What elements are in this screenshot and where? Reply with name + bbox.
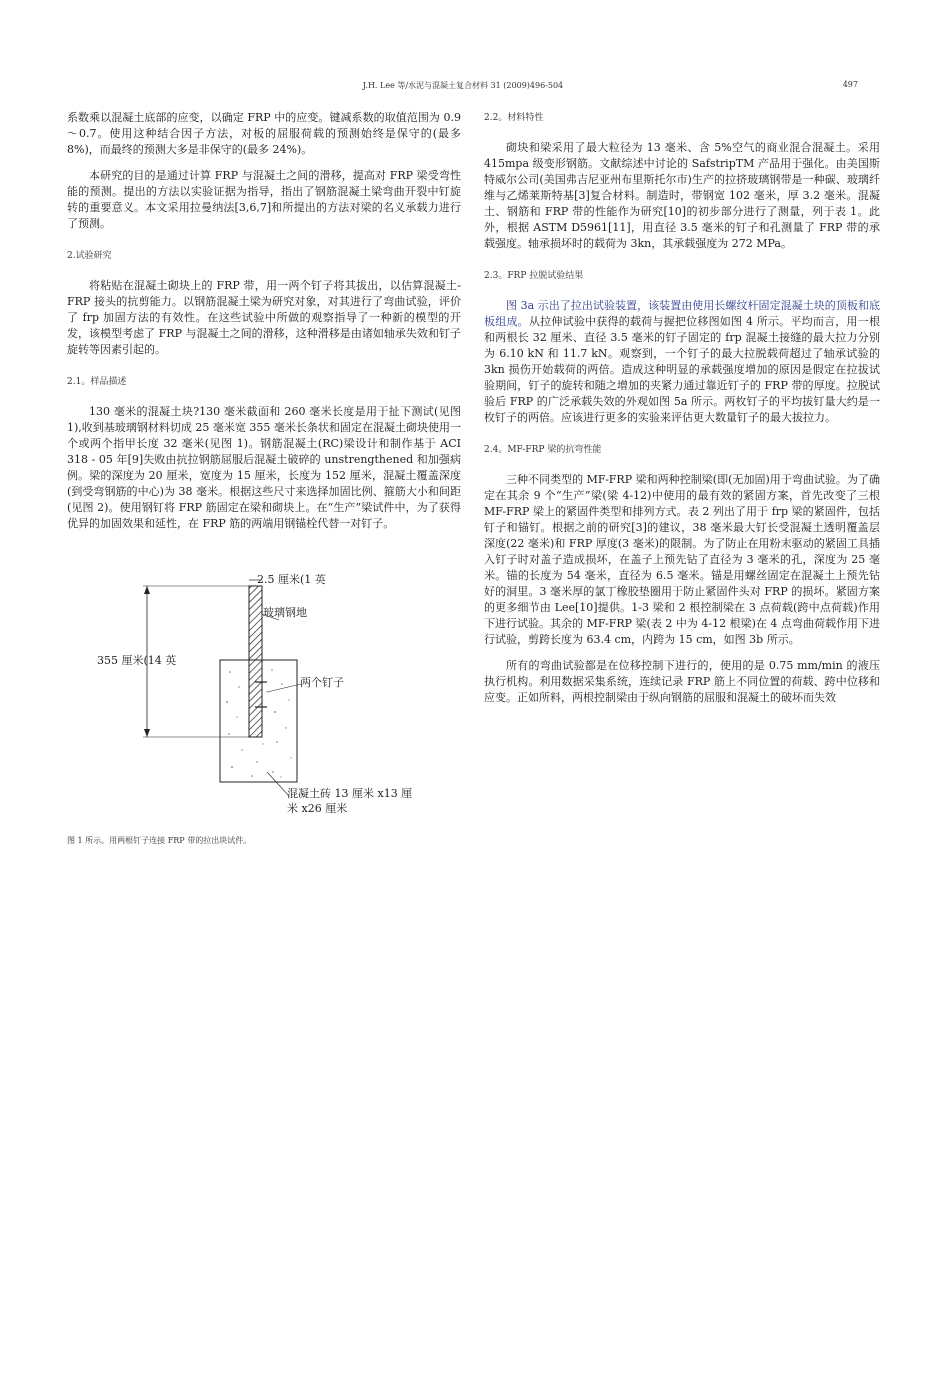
paragraph: 将粘贴在混凝土砌块上的 FRP 带，用一两个钉子将其拔出，以估算混凝土- FRP 接头的抗剪能力。以钢筋混凝土梁为研究对象，对其进行了弯曲试验，评价了 frp 加固方法的有效性。在这些试验中所做的观察指导了一种新的模型的开发，该模型考虑了 FRP 与混凝土之间的滑移，这种滑移是由诸如轴承失效和钉子旋转等因素引起的。	[67, 279, 461, 356]
section-heading: 2.1。样品描述	[67, 377, 127, 387]
arrow-down	[144, 729, 150, 737]
strip-width-label: 2.5 厘米(1 英	[257, 573, 326, 586]
page-number: 497	[842, 80, 858, 89]
page-header	[68, 80, 858, 94]
section-heading: 2.2。材料特性	[484, 113, 544, 123]
strip-length-label: 355 厘米(14 英	[97, 654, 177, 667]
journal-citation: J.H. Lee 等/水泥与混凝土复合材料 31 (2009)496-504	[362, 81, 564, 90]
frp-strip-label: 玻璃钢地	[263, 606, 307, 619]
block-size-label-line1: 混凝土砖 13 厘米 x13 厘	[287, 787, 413, 800]
frp-strip	[249, 586, 262, 737]
paragraph	[484, 298, 880, 426]
figure-3a-link[interactable]: 图 3a 示出了拉出试验装置，该装置由使用长螺纹杆固定混凝土块的顶板和底板组成。	[484, 299, 880, 328]
paragraph: 砌块和梁采用了最大粒径为 13 毫米、含 5%空气的商业混合混凝土。采用 415mpa 级变形钢筋。文献综述中讨论的 SafstripTM 产品用于强化。由美国斯特威尔公司(美国弗吉尼亚州布里斯托尔市)生产的拉挤玻璃钢带是一种碳、玻璃纤维与乙烯莱斯特基[3]复合材料。制造时，带钢宽 102 毫米，厚 3.2 毫米。混凝土、钢筋和 FRP 带的性能作为研究[10]的初步部分进行了测量，列于表 1。此外，根据 ASTM D5961[11]，用直径 3.5 毫米的钉子和孔测量了 FRP 带的承载强度。轴承损坏时的载荷为 3kn，其承载强度为 272 MPa。	[484, 141, 880, 250]
left-column	[67, 110, 461, 849]
paragraph-text: 从拉伸试验中获得的载荷与握把位移图如图 4 所示。平均而言，用一根和两根长 32 厘米、直径 3.5 毫米的钉子固定的 frp 混凝土接缝的最大拉力分别为 6.10 kN 和 11.7 kN。观察到，一个钉子的最大拉脱载荷超过了轴承试验的 3kn 损伤开始载荷的两倍。造成这种明显的承载强度增加的原因是假定在拉拔试验期间，钉子的旋转和随之增加的夹紧力通过靠近钉子的 FRP 带的厚度。拉脱试验后 FRP 的广泛承载失效的外观如图 5a 所示。两枚钉子的平均拔钉量大约是一枚钉子的两倍。应该进行更多的实验来评估更大数量钉子的最大拔拉力。	[484, 315, 880, 424]
paragraph: 130 毫米的混凝土块?130 毫米截面和 260 毫米长度是用于扯下测试(见图 1),收到基玻璃钢材料切成 25 毫米宽 355 毫米长条状和固定在混凝土砌块使用一个或两个指甲长度 32 毫米(见图 1)。钢筋混凝土(RC)梁设计和制作基于 ACI 318 - 05 年[9]失败由抗拉钢筋屈服后混凝土破碎的 unstrengthened 和加强病例。梁的深度为 20 厘米，宽度为 15 厘米，长度为 152 厘米，混凝土覆盖深度(到受弯钢筋的中心)为 38 毫米。根据这些尺寸来选择加固比例、箍筋大小和间距(见图 2)。使用钢钉将 FRP 筋固定在梁和砌块上。在“生产”梁试件中，为了获得优异的加固效果和延性，在 FRP 筋的两端用钢锚栓代替一对钉子。	[67, 405, 461, 530]
block-size-label-line2: 米 x26 厘米	[287, 802, 348, 815]
nails-label: 两个钉子	[300, 676, 344, 689]
paragraph: 所有的弯曲试验都是在位移控制下进行的，使用的是 0.75 mm/min 的液压执行机构。利用数据采集系统，连续记录 FRP 筋上不同位置的荷载、跨中位移和应变。正如所料，两根控制梁由于纵向钢筋的屈服和混凝土的破坏而失效	[484, 659, 880, 704]
arrow-up	[144, 586, 150, 594]
paragraph: 本研究的目的是通过计算 FRP 与混凝土之间的滑移，提高对 FRP 梁受弯性能的预测。提出的方法以实验证据为指导，指出了钢筋混凝土梁弯曲开裂中钉旋转的重要意义。本文采用拉曼纳法[3,6,7]和所提出的方法对梁的名义承载力进行了预测。	[67, 169, 461, 230]
section-heading: 2.4。MF-FRP 梁的抗弯性能	[484, 445, 602, 455]
section-heading: 2.试验研究	[67, 251, 112, 261]
right-column	[484, 110, 880, 716]
figure-1	[67, 572, 461, 815]
figure-1-caption: 图 1 所示。用两根钉子连接 FRP 带的拉出块试件。	[67, 836, 252, 845]
paragraph: 三种不同类型的 MF-FRP 梁和两种控制梁(即(无加固)用于弯曲试验。为了确定在其余 9 个“生产”梁(梁 4-12)中使用的最有效的紧固方案，首先改变了三根 MF-FRP 梁上的紧固件类型和排列方式。表 2 列出了用于 frp 梁的紧固件，包括钉子和锚钉。根据之前的研究[3]的建议，38 毫米最大钉长受混凝土透明覆盖层深度(22 毫米)和 FRP 厚度(3 毫米)的限制。为了防止在用粉末驱动的紧固工具插入钉子时对盖子造成损坏，在盖子上预先钻了直径为 3 毫米的孔，深度为 25 毫米。锚的长度为 54 毫米，直径为 6.5 毫米。锚是用螺丝固定在混凝土上预先钻好的洞里。3 毫米厚的氯丁橡胶垫圈用于防止紧固件头对 FRP 的损坏。紧固方案的更多细节由 Lee[10]提供。1-3 梁和 2 根控制梁在 3 点荷载(跨中点荷载)作用下进行试验。其余的 MF-FRP 梁(表 2 中为 4-12 根梁)在 4 点弯曲荷载作用下进行试验，剪跨长度为 63.4 cm，内跨为 15 cm，如图 3b 所示。	[484, 473, 880, 646]
paragraph: 系数乘以混凝土底部的应变，以确定 FRP 中的应变。键减系数的取值范围为 0.9～0.7。使用这种结合因子方法，对板的屈服荷载的预测始终是保守的(最多 8%)，而最终的预测大多是非保守的(最多 24%)。	[67, 111, 461, 156]
section-heading: 2.3。FRP 拉脱试验结果	[484, 271, 584, 281]
